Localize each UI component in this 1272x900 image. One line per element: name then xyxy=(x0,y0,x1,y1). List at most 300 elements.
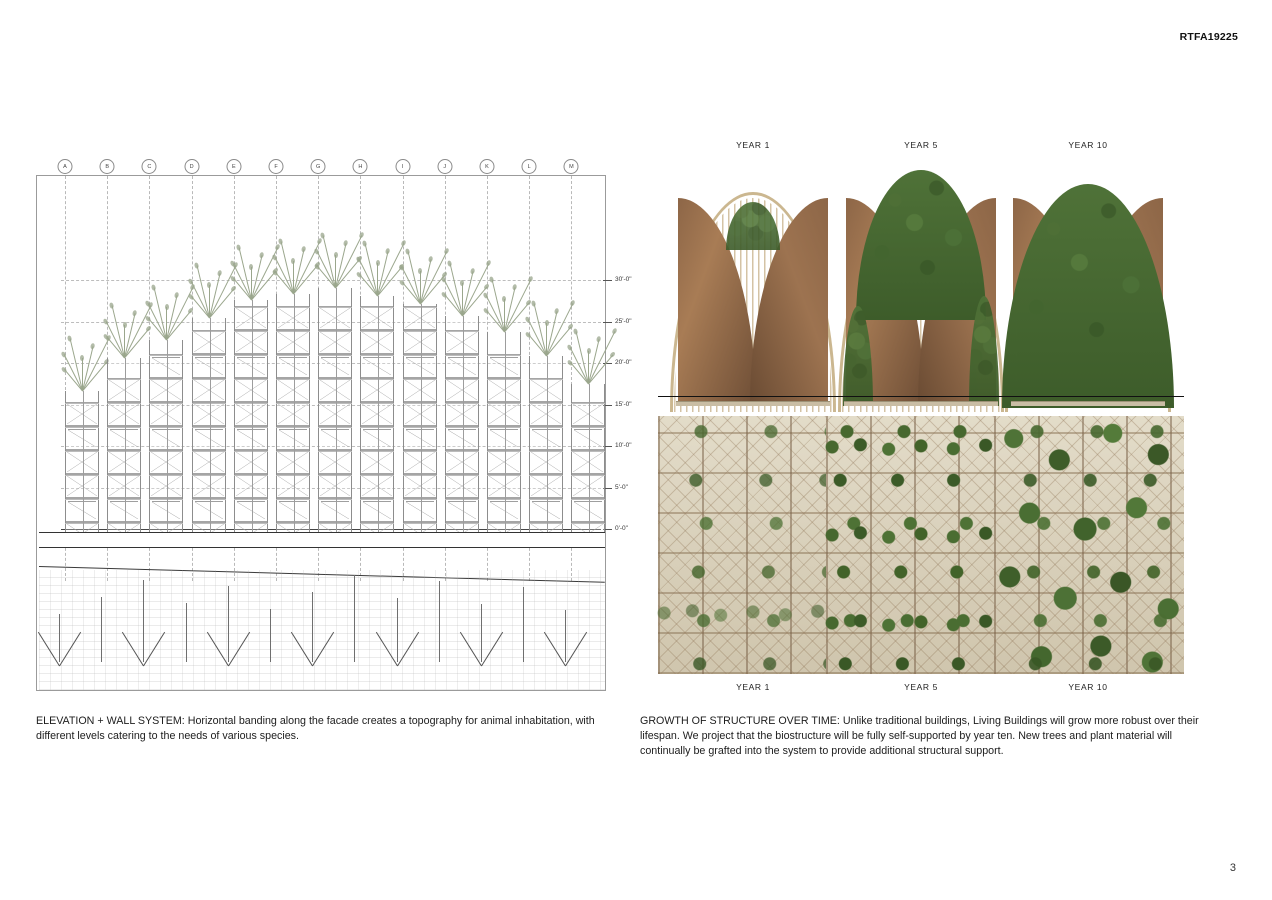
facade-mullion xyxy=(463,316,464,546)
bay-truss-cross xyxy=(447,380,477,400)
facade-bay xyxy=(193,498,225,522)
facade-bay xyxy=(108,450,140,474)
bay-truss-cross xyxy=(447,332,477,352)
bay-truss-cross xyxy=(489,380,519,400)
facade-bay xyxy=(66,402,98,426)
bay-truss-cross xyxy=(362,308,392,328)
facade-bay xyxy=(108,402,140,426)
facade-bay xyxy=(235,402,267,426)
facade-bay xyxy=(319,402,351,426)
facade-bay xyxy=(319,498,351,522)
section-render-year-1 xyxy=(665,162,841,412)
vine-column-1b xyxy=(758,410,784,680)
facade-bay xyxy=(193,402,225,426)
bay-truss-cross xyxy=(447,476,477,496)
facade-plant xyxy=(276,230,310,294)
root-tendril xyxy=(270,609,271,662)
baseline-year-5 xyxy=(826,396,1016,397)
facade-bay xyxy=(572,426,604,450)
grid-bubble-m: M xyxy=(564,159,579,174)
bay-truss-triangle xyxy=(406,501,434,519)
facade-mullion xyxy=(167,340,168,546)
bay-truss-cross xyxy=(447,404,477,424)
bay-truss-cross xyxy=(109,476,139,496)
bay-truss-triangle xyxy=(490,357,518,375)
bay-truss-cross xyxy=(151,380,181,400)
facade-bay xyxy=(277,474,309,498)
bay-truss-cross xyxy=(151,452,181,472)
bay-truss-cross xyxy=(278,476,308,496)
wall-system-year-5 xyxy=(826,416,1016,674)
bay-truss-cross xyxy=(278,332,308,352)
facade-mullion xyxy=(252,300,253,546)
bay-truss-cross xyxy=(405,452,435,472)
facade-bay xyxy=(488,378,520,402)
facade-bay xyxy=(193,450,225,474)
level-label-2: 20'-0" xyxy=(615,359,632,366)
bay-truss-triangle xyxy=(195,501,223,519)
bay-truss-cross xyxy=(194,332,224,352)
bay-truss-triangle xyxy=(321,429,349,447)
facade-column-e xyxy=(234,300,268,546)
bay-truss-cross xyxy=(236,332,266,352)
facade-bay xyxy=(150,498,182,522)
facade-plant xyxy=(571,320,605,384)
bay-truss-cross xyxy=(236,476,266,496)
bay-truss-cross xyxy=(320,476,350,496)
facade-bay xyxy=(277,498,309,522)
soil-hatch xyxy=(39,570,605,690)
bench-year-10 xyxy=(1011,401,1166,406)
level-label-6: 0'-0" xyxy=(615,525,628,532)
facade-bay xyxy=(446,450,478,474)
bay-truss-cross xyxy=(405,332,435,352)
grid-bubble-h: H xyxy=(353,159,368,174)
bay-truss-triangle xyxy=(448,501,476,519)
bay-truss-triangle xyxy=(321,501,349,519)
bay-truss-triangle xyxy=(321,357,349,375)
facade-bay xyxy=(150,402,182,426)
bay-truss-cross xyxy=(362,332,392,352)
facade-bay xyxy=(66,474,98,498)
bay-truss-triangle xyxy=(406,429,434,447)
facade-bay xyxy=(193,378,225,402)
facade-bay xyxy=(488,402,520,426)
facade-bay xyxy=(235,354,267,378)
facade-bay xyxy=(446,354,478,378)
facade-bay xyxy=(277,330,309,354)
facade-bay xyxy=(446,426,478,450)
facade-bay xyxy=(193,426,225,450)
facade-bay xyxy=(277,426,309,450)
facade-bay xyxy=(319,378,351,402)
grid-bubble-k: K xyxy=(480,159,495,174)
facade-bay xyxy=(361,402,393,426)
page-number: 3 xyxy=(1229,862,1236,874)
bay-truss-cross xyxy=(405,404,435,424)
bay-truss-cross xyxy=(531,380,561,400)
root-tendril xyxy=(59,614,60,662)
bay-truss-cross xyxy=(109,452,139,472)
bay-truss-cross xyxy=(278,308,308,328)
facade-bay xyxy=(108,378,140,402)
facade-bay xyxy=(108,474,140,498)
facade-plant xyxy=(318,224,352,288)
facade-column-k xyxy=(487,332,521,546)
facade-mullion xyxy=(547,356,548,546)
bay-truss-triangle xyxy=(363,429,391,447)
bay-truss-triangle xyxy=(279,501,307,519)
facade-mullion xyxy=(294,294,295,546)
facade-column-d xyxy=(192,318,226,546)
facade-bay xyxy=(150,354,182,378)
facade-bay xyxy=(404,426,436,450)
grid-bubble-e: E xyxy=(226,159,241,174)
facade-bay xyxy=(66,450,98,474)
facade-column-b xyxy=(107,358,141,546)
grid-bubble-a: A xyxy=(58,159,73,174)
root-tendril xyxy=(312,592,313,662)
baseline-year-1 xyxy=(658,396,848,397)
level-tick-0 xyxy=(603,280,612,281)
facade-bay xyxy=(277,402,309,426)
bay-truss-triangle xyxy=(363,357,391,375)
facade-bay xyxy=(530,450,562,474)
facade-bay xyxy=(235,474,267,498)
facade-bay xyxy=(235,306,267,330)
facade-bay xyxy=(319,330,351,354)
grid-bubble-l: L xyxy=(522,159,537,174)
root-tendril xyxy=(397,598,398,662)
bay-truss-cross xyxy=(573,476,603,496)
bay-truss-cross xyxy=(236,452,266,472)
bay-truss-cross xyxy=(151,404,181,424)
growth-over-time-panel xyxy=(640,140,1218,702)
facade-bay xyxy=(193,330,225,354)
bay-truss-cross xyxy=(405,380,435,400)
facade-bay xyxy=(319,354,351,378)
bay-truss-cross xyxy=(362,452,392,472)
facade-column-i xyxy=(403,304,437,546)
facade-bay xyxy=(488,498,520,522)
bay-truss-cross xyxy=(362,404,392,424)
facade-bay xyxy=(361,378,393,402)
grid-bubble-row xyxy=(36,159,608,175)
level-label-3: 15'-0" xyxy=(615,400,632,408)
facade-plant xyxy=(529,292,563,356)
facade-bay xyxy=(446,474,478,498)
facade-bay xyxy=(446,402,478,426)
root-tendril xyxy=(186,603,187,662)
bay-truss-cross xyxy=(236,380,266,400)
facade-mullion xyxy=(210,318,211,546)
bay-truss-cross xyxy=(67,404,97,424)
facade-bay xyxy=(361,426,393,450)
facade-plant xyxy=(234,236,268,300)
grid-bubble-g: G xyxy=(311,159,326,174)
facade-mullion xyxy=(378,296,379,546)
bay-truss-cross xyxy=(573,452,603,472)
canopy-growth-year-5 xyxy=(856,170,986,320)
year-label-bottom-3: YEAR 10 xyxy=(1068,682,1108,692)
bay-truss-cross xyxy=(194,476,224,496)
facade-plant xyxy=(360,232,394,296)
section-render-year-10 xyxy=(1000,162,1176,412)
facade-bay xyxy=(404,354,436,378)
facade-plant xyxy=(149,276,183,340)
grid-bubble-d: D xyxy=(184,159,199,174)
bay-truss-cross xyxy=(67,452,97,472)
facade-bay xyxy=(572,402,604,426)
facade-column-l xyxy=(529,356,563,546)
year-label-top-1: YEAR 1 xyxy=(736,140,770,150)
bay-truss-cross xyxy=(109,380,139,400)
root-tendril xyxy=(439,581,440,662)
facade-bay xyxy=(319,474,351,498)
facade-column-m xyxy=(571,384,605,546)
bay-truss-triangle xyxy=(448,429,476,447)
bay-truss-triangle xyxy=(195,357,223,375)
baseline-year-10 xyxy=(994,396,1184,397)
bay-truss-triangle xyxy=(68,501,96,519)
facade-bay xyxy=(235,450,267,474)
year-label-top-3: YEAR 10 xyxy=(1068,140,1108,150)
bay-truss-cross xyxy=(194,380,224,400)
grid-bubble-b: B xyxy=(100,159,115,174)
vine-column-10b xyxy=(1080,410,1114,680)
facade-bay xyxy=(319,426,351,450)
facade-column-j xyxy=(445,316,479,546)
facade-plant xyxy=(403,240,437,304)
facade-bay xyxy=(404,306,436,330)
facade-bay xyxy=(193,354,225,378)
bay-truss-triangle xyxy=(237,429,265,447)
facade-mullion xyxy=(125,358,126,546)
year-label-bottom-1: YEAR 1 xyxy=(736,682,770,692)
bay-truss-cross xyxy=(362,380,392,400)
facade-bay xyxy=(404,402,436,426)
bay-truss-triangle xyxy=(68,429,96,447)
bay-truss-cross xyxy=(531,476,561,496)
bay-truss-cross xyxy=(194,452,224,472)
sheet-code: RTFA19225 xyxy=(1179,31,1238,43)
facade-bay xyxy=(572,474,604,498)
facade-bay xyxy=(66,426,98,450)
root-tendril xyxy=(481,604,482,662)
grid-bubble-i: I xyxy=(395,159,410,174)
wall-render-year-10 xyxy=(994,416,1184,674)
facade-bay xyxy=(108,498,140,522)
bay-truss-cross xyxy=(489,452,519,472)
bay-truss-cross xyxy=(278,404,308,424)
bay-truss-triangle xyxy=(490,429,518,447)
bay-truss-cross xyxy=(320,308,350,328)
facade-bay xyxy=(530,498,562,522)
facade-column-f xyxy=(276,294,310,546)
bay-truss-cross xyxy=(489,404,519,424)
facade-bay xyxy=(361,354,393,378)
facade-column-h xyxy=(360,296,394,546)
facade-bay xyxy=(572,450,604,474)
facade-bay xyxy=(572,498,604,522)
bay-truss-triangle xyxy=(110,501,138,519)
facade-bay xyxy=(150,378,182,402)
bay-truss-triangle xyxy=(110,429,138,447)
facade-column-g xyxy=(318,288,352,546)
facade-bay xyxy=(404,450,436,474)
root-tendril xyxy=(354,575,355,662)
bay-truss-cross xyxy=(109,404,139,424)
facade-bay xyxy=(361,330,393,354)
bay-truss-triangle xyxy=(195,429,223,447)
facade-bay xyxy=(277,450,309,474)
wall-system-year-10 xyxy=(994,416,1184,674)
facade-mullion xyxy=(505,332,506,546)
facade-bay xyxy=(277,378,309,402)
bay-truss-triangle xyxy=(152,501,180,519)
terrain-section xyxy=(39,540,605,690)
bay-truss-triangle xyxy=(532,429,560,447)
elevation-panel xyxy=(36,143,632,692)
facade-bay xyxy=(277,354,309,378)
facade-bay xyxy=(150,426,182,450)
bay-truss-triangle xyxy=(237,357,265,375)
facade-bay xyxy=(446,330,478,354)
root-tendril xyxy=(565,610,566,662)
bay-truss-triangle xyxy=(152,429,180,447)
facade-plant xyxy=(445,252,479,316)
wall-render-year-5 xyxy=(826,416,1016,674)
bay-truss-cross xyxy=(405,476,435,496)
level-label-4: 10'-0" xyxy=(615,442,632,449)
facade-bay xyxy=(530,378,562,402)
facade-bay xyxy=(530,402,562,426)
bay-truss-triangle xyxy=(279,429,307,447)
facade-bay xyxy=(446,378,478,402)
facade-plant xyxy=(192,254,226,318)
year-label-bottom-2: YEAR 5 xyxy=(904,682,938,692)
facade-bay xyxy=(150,474,182,498)
bay-truss-cross xyxy=(320,404,350,424)
facade-bay xyxy=(150,450,182,474)
grid-bubble-c: C xyxy=(142,159,157,174)
bay-truss-triangle xyxy=(363,501,391,519)
bay-truss-cross xyxy=(236,308,266,328)
bay-truss-cross xyxy=(151,476,181,496)
bay-truss-triangle xyxy=(237,501,265,519)
bay-truss-triangle xyxy=(574,429,602,447)
facade-bay xyxy=(404,330,436,354)
facade-column-a xyxy=(65,391,99,546)
bay-truss-cross xyxy=(531,404,561,424)
bay-truss-cross xyxy=(489,476,519,496)
grid-bubble-j: J xyxy=(437,159,452,174)
bay-truss-cross xyxy=(320,332,350,352)
bay-truss-cross xyxy=(278,380,308,400)
root-tendril xyxy=(101,597,102,662)
facade-bay xyxy=(488,354,520,378)
root-tendril xyxy=(228,586,229,662)
bay-truss-triangle xyxy=(532,501,560,519)
facade-bay xyxy=(361,450,393,474)
facade-bay xyxy=(404,378,436,402)
level-label-5: 5'-0" xyxy=(615,483,628,491)
facade-bay xyxy=(530,426,562,450)
bay-truss-triangle xyxy=(490,501,518,519)
vine-column-1a xyxy=(688,410,714,680)
facade-mullion xyxy=(589,384,590,546)
bay-truss-cross xyxy=(405,308,435,328)
facade-bay xyxy=(235,498,267,522)
facade-bay xyxy=(446,498,478,522)
bench-year-1 xyxy=(676,401,831,406)
facade-mullion xyxy=(421,304,422,546)
bay-truss-cross xyxy=(531,452,561,472)
facade-bay xyxy=(235,378,267,402)
facade-mullion xyxy=(336,288,337,546)
facade-bay xyxy=(488,474,520,498)
facade-bay xyxy=(66,498,98,522)
bay-truss-cross xyxy=(573,404,603,424)
facade-bay xyxy=(235,426,267,450)
bay-truss-cross xyxy=(447,452,477,472)
facade-bay xyxy=(361,474,393,498)
bay-truss-cross xyxy=(236,404,266,424)
facade-bay xyxy=(488,450,520,474)
grid-bubble-f: F xyxy=(269,159,284,174)
level-label-0: 30'-0" xyxy=(615,276,632,283)
facade-bay xyxy=(277,306,309,330)
facade-plant xyxy=(65,327,99,391)
vine-column-10c xyxy=(1140,410,1174,680)
bay-truss-cross xyxy=(320,452,350,472)
elevation-drawing-frame xyxy=(36,175,632,691)
facade-mullion xyxy=(83,391,84,546)
bay-truss-cross xyxy=(362,476,392,496)
facade-bay xyxy=(530,474,562,498)
bay-truss-cross xyxy=(67,476,97,496)
vine-column-10a xyxy=(1020,410,1054,680)
facade-bay xyxy=(235,330,267,354)
bay-truss-cross xyxy=(320,380,350,400)
facade-module-array xyxy=(63,246,593,546)
facade-bay xyxy=(404,498,436,522)
year-label-top-2: YEAR 5 xyxy=(904,140,938,150)
facade-bay xyxy=(361,306,393,330)
elevation-caption: ELEVATION + WALL SYSTEM: Horizontal banding along the facade creates a topography for animal inhabitation, with different levels catering to the needs of various species. xyxy=(36,715,595,743)
level-label-1: 25'-0" xyxy=(615,317,632,325)
facade-column-c xyxy=(149,340,183,546)
bay-truss-triangle xyxy=(279,357,307,375)
facade-bay xyxy=(319,306,351,330)
section-render-year-5 xyxy=(833,162,1009,412)
bay-truss-triangle xyxy=(448,357,476,375)
facade-bay xyxy=(404,474,436,498)
facade-plant xyxy=(487,268,521,332)
facade-plant xyxy=(107,294,141,358)
facade-bay xyxy=(108,426,140,450)
root-tendril xyxy=(523,587,524,662)
facade-bay xyxy=(361,498,393,522)
bay-truss-cross xyxy=(194,404,224,424)
facade-bay xyxy=(488,426,520,450)
root-tendril xyxy=(143,580,144,662)
bay-truss-triangle xyxy=(574,501,602,519)
bay-truss-cross xyxy=(278,452,308,472)
facade-bay xyxy=(193,474,225,498)
facade-bay xyxy=(319,450,351,474)
growth-caption: GROWTH OF STRUCTURE OVER TIME: Unlike traditional buildings, Living Buildings will grow more robust over their lifespan. We project that the biostructure will be fully self-supported by year ten. New trees and plant material will continually be grafted into the system to provide additional structural support. xyxy=(640,715,1199,758)
